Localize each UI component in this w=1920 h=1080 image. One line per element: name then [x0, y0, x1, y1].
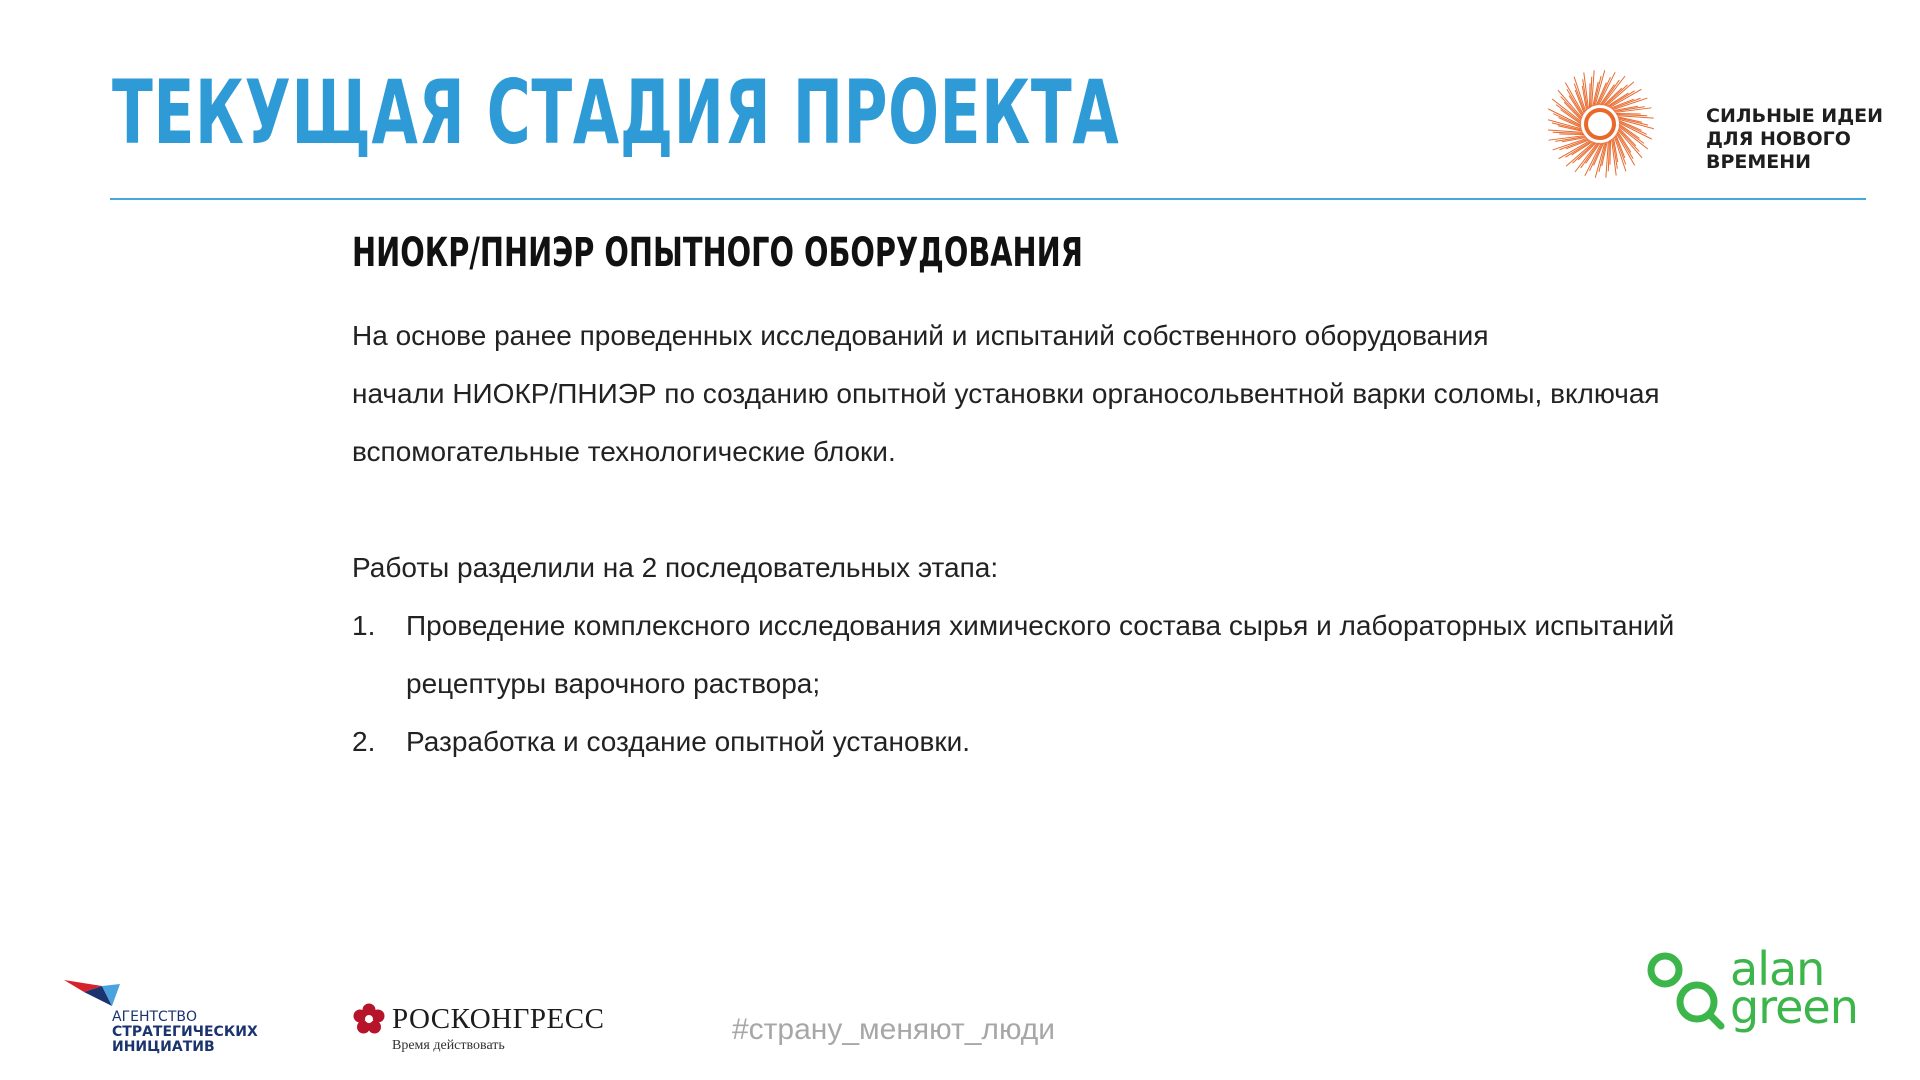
alangreen-rings-icon [1645, 950, 1725, 1035]
roscongress-flower-icon [352, 1002, 386, 1036]
asi-logo-text [112, 1010, 258, 1055]
header-divider [110, 198, 1866, 200]
stages-list [352, 597, 1832, 771]
sun-burst-logo-icon [1548, 62, 1678, 192]
sun-ray [1616, 113, 1641, 114]
stage-text: Проведение комплексного исследования химического состава сырья и лабораторных испытаний рецептуры варочного раствора; [406, 610, 1675, 699]
slide-title: ТЕКУЩАЯ СТАДИЯ ПРОЕКТА [112, 61, 1120, 164]
asi-logo-line: СТРАТЕГИЧЕСКИХ [112, 1024, 258, 1040]
sun-ray [1559, 134, 1584, 135]
roscongress-slogan: Время действовать [392, 1038, 505, 1053]
alangreen-word: green [1730, 980, 1858, 1034]
stage-number: 1. [352, 610, 376, 641]
stage-item [352, 713, 1786, 771]
alangreen-word: alan [1730, 942, 1825, 996]
roscongress-name: РОСКОНГРЕСС [392, 1003, 605, 1035]
asi-logo-line: ИНИЦИАТИВ [112, 1039, 215, 1055]
stage-text: Разработка и создание опытной установки. [406, 726, 971, 757]
alangreen-wordmark [1730, 942, 1858, 1034]
stage-number: 2. [352, 726, 376, 757]
asi-logo-line: АГЕНТСТВО [112, 1009, 197, 1025]
stage-item [352, 597, 1786, 713]
intro-line: начали НИОКР/ПНИЭР по созданию опытной установки органосольвентной варки соломы, включая [352, 378, 1660, 409]
brand-slogan [1706, 105, 1883, 174]
intro-paragraph [352, 307, 1832, 481]
stages-intro: Работы разделили на 2 последовательных этапа: [352, 552, 999, 583]
brand-slogan-line: СИЛЬНЫЕ ИДЕИ [1706, 105, 1883, 127]
sun-ray [1589, 83, 1590, 108]
section-heading: НИОКР/ПНИЭР ОПЫТНОГО ОБОРУДОВАНИЯ [352, 230, 1083, 276]
paragraph-gap [352, 481, 1832, 539]
body-text [352, 307, 1832, 771]
intro-line: На основе ранее проведенных исследований и испытаний собственного оборудования [352, 320, 1489, 351]
hashtag: #страну_меняют_люди [732, 1013, 1056, 1046]
brand-slogan-line: ВРЕМЕНИ [1706, 151, 1812, 173]
brand-slogan-line: ДЛЯ НОВОГО [1706, 128, 1851, 150]
sun-ray [1610, 140, 1611, 165]
intro-line: вспомогательные технологические блоки. [352, 436, 896, 467]
